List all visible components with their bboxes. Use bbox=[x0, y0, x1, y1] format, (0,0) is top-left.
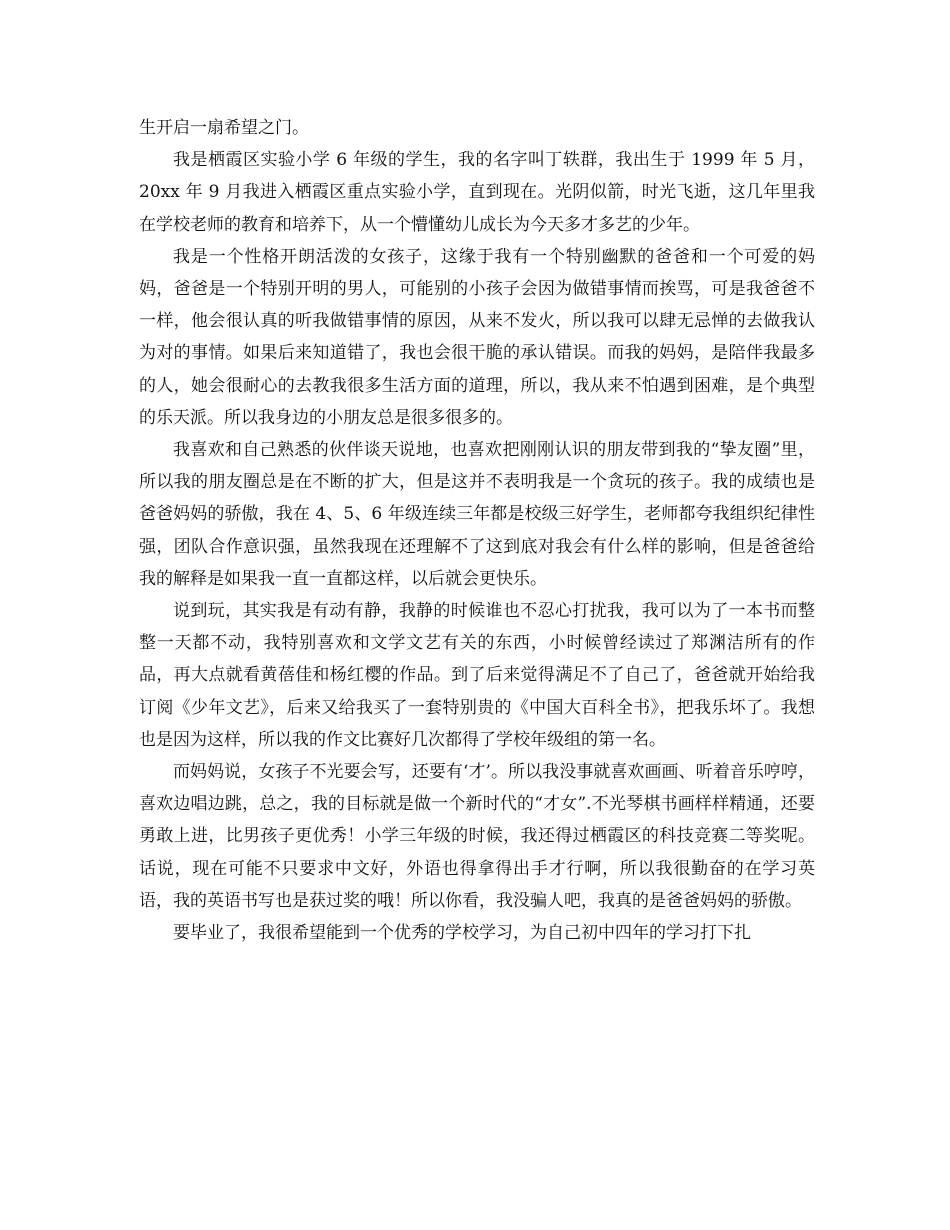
paragraph-1: 生开启一扇希望之门。 bbox=[139, 118, 309, 138]
paragraph-7: 要毕业了，我很希望能到一个优秀的学校学习，为自己初中四年的学习打下扎 bbox=[173, 923, 751, 944]
document-body bbox=[139, 112, 815, 949]
paragraph-2: 我是栖霞区实验小学 6 年级的学生，我的名字叫丁轶群，我出生于 1999 年 5 月，20xx 年 9 月我进入栖霞区重点实验小学，直到现在。光阴似箭，时光飞逝，这几年里我在学校老师的教育和培养下，从一个懵懂幼儿成长为今天多才多艺的少年。 bbox=[139, 150, 815, 235]
paragraph-5: 说到玩，其实我是有动有静，我静的时候谁也不忍心打扰我，我可以为了一本书而整整一天都不动，我特别喜欢和文学文艺有关的东西，小时候曾经读过了郑渊洁所有的作品，再大点就看黄蓓佳和杨红樱的作品。到了后来觉得满足不了自己了，爸爸就开始给我订阅《少年文艺》，后来又给我买了一套特别贵的《中国大百科全书》，把我乐坏了。我想也是因为这样，所以我的作文比赛好几次都得了学校年级组的第一名。 bbox=[139, 601, 815, 750]
paragraph-4: 我喜欢和自己熟悉的伙伴谈天说地，也喜欢把刚刚认识的朋友带到我的“挚友圈”里，所以我的朋友圈总是在不断的扩大，但是这并不表明我是一个贪玩的孩子。我的成绩也是爸爸妈妈的骄傲，我在 4、5、6 年级连续三年都是校级三好学生，老师都夸我组织纪律性强，团队合作意识强，虽然我现在还理解不了这到底对我会有什么样的影响，但是爸爸给我的解释是如果我一直一直都这样，以后就会更快乐。 bbox=[139, 440, 815, 589]
paragraph-3: 我是一个性格开朗活泼的女孩子，这缘于我有一个特别幽默的爸爸和一个可爱的妈妈，爸爸是一个特别开明的男人，可能别的小孩子会因为做错事情而挨骂，可是我爸爸不一样，他会很认真的听我做错事情的原因，从来不发火，所以我可以肆无忌惮的去做我认为对的事情。如果后来知道错了，我也会很干脆的承认错误。而我的妈妈，是陪伴我最多的人，她会很耐心的去教我很多生活方面的道理，所以，我从来不怕遇到困难，是个典型的乐天派。所以我身边的小朋友总是很多很多的。 bbox=[139, 246, 815, 428]
paragraph-6: 而妈妈说，女孩子不光要会写，还要有‘才’。所以我没事就喜欢画画、听着音乐哼哼，喜欢边唱边跳，总之，我的目标就是做一个新时代的“才女”.不光琴棋书画样样精通，还要勇敢上进，比男孩子更优秀！小学三年级的时候，我还得过栖霞区的科技竞赛二等奖呢。话说，现在可能不只要求中文好，外语也得拿得出手才行啊，所以我很勤奋的在学习英语，我的英语书写也是获过奖的哦！所以你看，我没骗人吧，我真的是爸爸妈妈的骄傲。 bbox=[139, 762, 815, 911]
